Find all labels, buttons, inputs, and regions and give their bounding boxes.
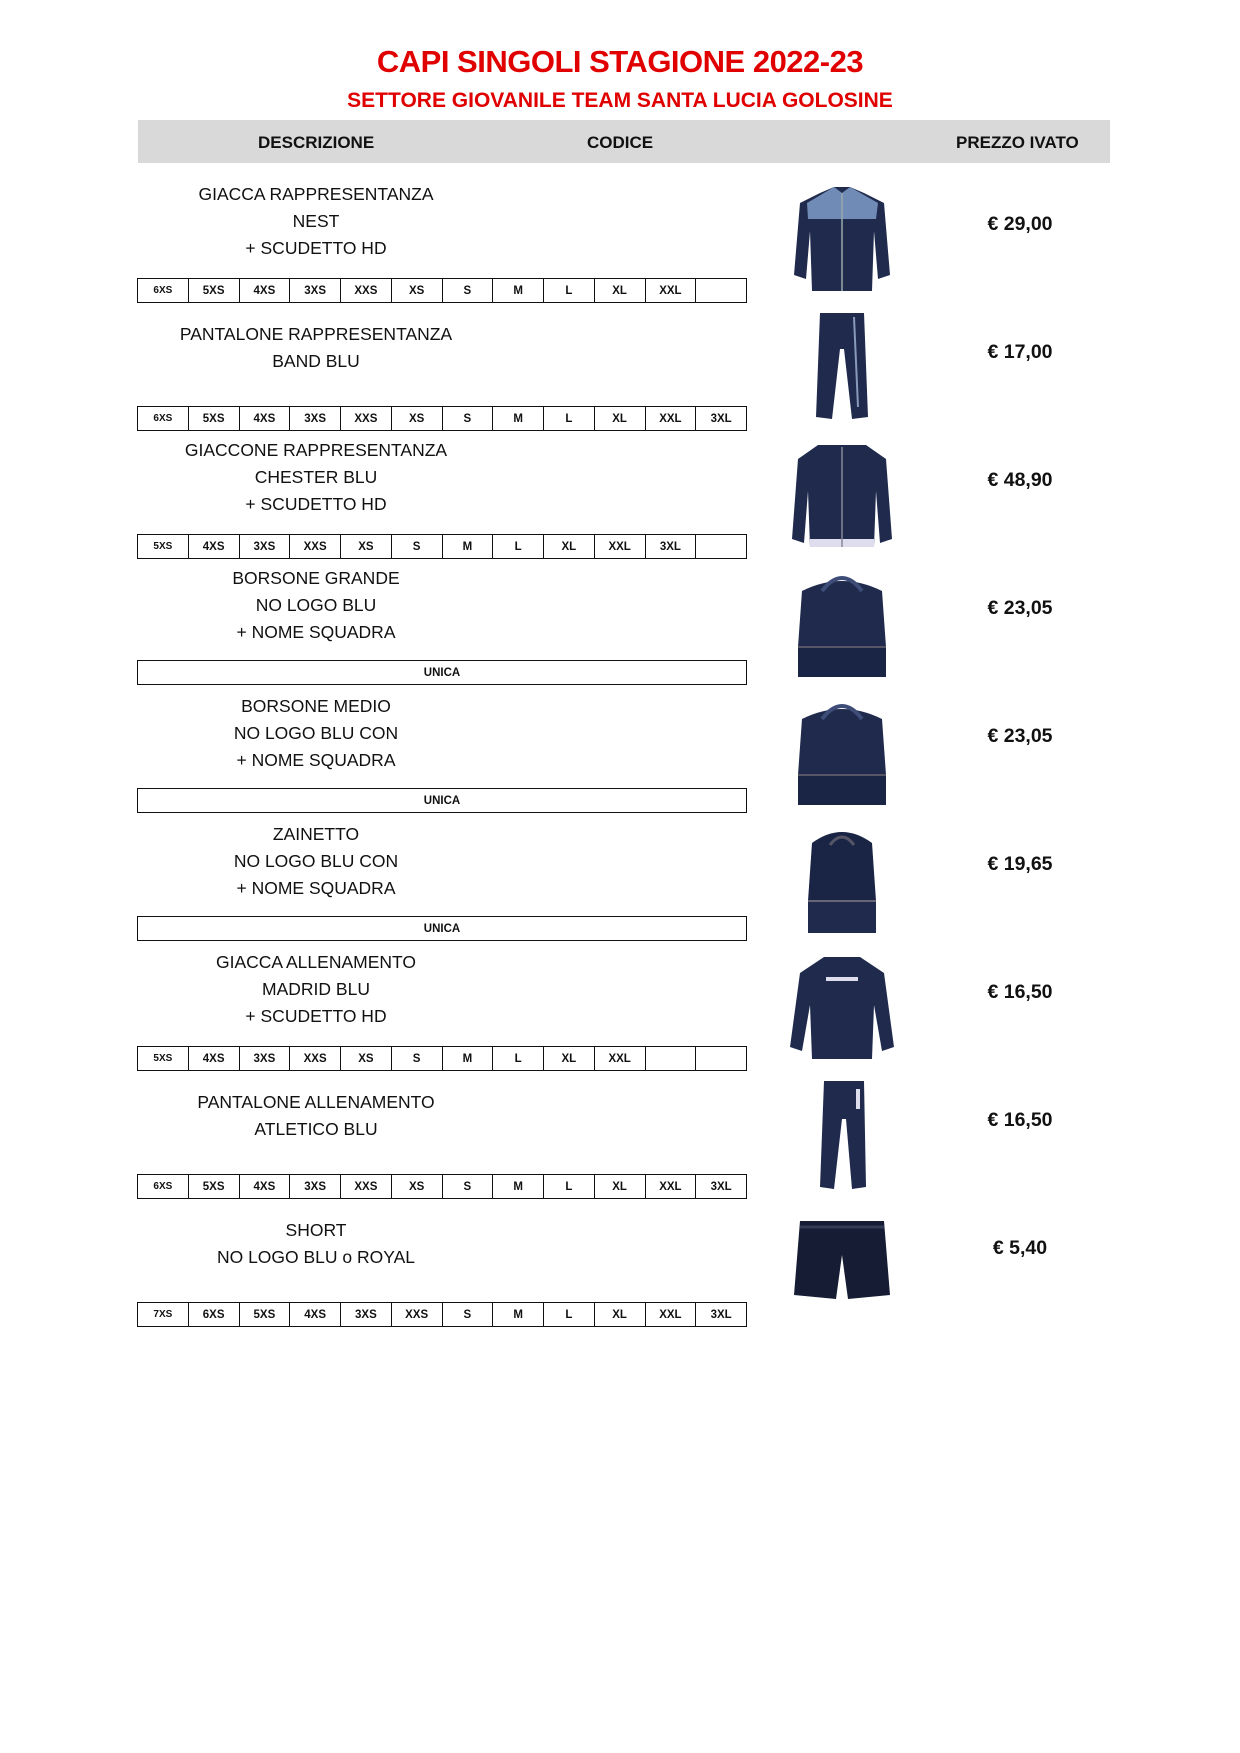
header-codice: CODICE [587,133,654,152]
description-line: NO LOGO BLU CON [233,851,399,871]
size-grid [137,1302,747,1327]
size-cell: 4XS [240,279,291,302]
size-grid [137,534,747,559]
size-cell: XL [595,1175,646,1198]
product-price: € 16,50 [987,981,1053,1003]
product-row [0,821,1240,965]
description-line: GIACCA ALLENAMENTO [215,952,417,972]
size-cell [696,535,746,558]
product-row [0,1205,1240,1349]
size-cell: L [493,535,544,558]
size-cell: 7XS [138,1303,189,1326]
description-line: + SCUDETTO HD [245,1006,387,1026]
trackpants-icon [772,1075,912,1199]
product-row [0,437,1240,581]
size-cell: XXL [646,279,697,302]
size-cell: XXS [392,1303,443,1326]
size-cell-unica: UNICA [137,788,747,813]
size-cell: L [544,1303,595,1326]
size-cell: M [443,535,494,558]
description-line: NO LOGO BLU [255,595,377,615]
description-line: PANTALONE ALLENAMENTO [197,1092,435,1112]
size-cell: M [493,407,544,430]
size-cell: XXS [341,279,392,302]
size-cell: S [392,1047,443,1070]
size-cell: XXL [646,1175,697,1198]
size-cell: 3XS [341,1303,392,1326]
description-line: BORSONE GRANDE [232,568,400,588]
size-cell: 6XS [138,1175,189,1198]
product-price: € 23,05 [987,725,1053,747]
description-line: NO LOGO BLU CON [233,723,399,743]
coat-icon [772,435,912,559]
product-description [136,437,496,518]
product-row [0,1077,1240,1221]
size-cell: XL [544,1047,595,1070]
size-cell: XL [595,407,646,430]
size-cell: 6XS [138,279,189,302]
size-cell: 3XL [710,1308,732,1321]
size-cell: 5XS [138,535,189,558]
size-cell: S [443,1175,494,1198]
pants-icon [772,307,912,431]
size-cell: XXL [646,1303,697,1326]
size-cell: S [443,279,494,302]
size-grid [137,278,747,303]
size-cell: S [392,535,443,558]
size-cell: L [544,407,595,430]
shorts-icon [772,1203,912,1327]
size-cell: 4XS [189,535,240,558]
size-cell-unica: UNICA [137,916,747,941]
backpack-icon [772,819,912,943]
description-line: BORSONE MEDIO [241,696,391,716]
product-row [0,949,1240,1093]
size-cell: XL [544,535,595,558]
size-cell: XXS [341,1175,392,1198]
size-cell: 6XS [138,407,189,430]
bag-icon [772,691,912,815]
size-cell: L [544,279,595,302]
description-line: + SCUDETTO HD [245,238,387,258]
size-cell: 3XS [290,407,341,430]
size-cell: S [443,1303,494,1326]
header-prezzo: PREZZO IVATO [956,133,1079,152]
size-cell: 3XL [710,412,732,425]
size-cell: S [443,407,494,430]
description-line: PANTALONE RAPPRESENTANZA [179,324,453,344]
description-line: ZAINETTO [272,824,360,844]
size-cell: L [493,1047,544,1070]
product-price: € 5,40 [992,1237,1048,1259]
header-descrizione: DESCRIZIONE [258,133,375,152]
description-line: NO LOGO BLU o ROYAL [216,1247,416,1267]
size-cell: XXS [290,1047,341,1070]
size-cell: XXL [595,1047,646,1070]
size-cell: 3XS [240,1047,291,1070]
product-price: € 19,65 [987,853,1053,875]
size-cell: 4XS [240,1175,291,1198]
size-cell [646,1047,697,1070]
size-cell: 3XS [240,535,291,558]
product-row [0,181,1240,325]
size-cell: 3XL [646,535,697,558]
size-cell-unica: UNICA [137,660,747,685]
product-description [136,321,496,375]
page-subtitle: SETTORE GIOVANILE TEAM SANTA LUCIA GOLOSINE [347,89,893,112]
size-cell: 3XL [710,1180,732,1193]
size-cell [696,1047,746,1070]
description-line: NEST [292,211,340,231]
size-grid [137,406,747,431]
size-cell: XS [341,535,392,558]
table-header [138,120,1110,163]
size-cell: 3XS [290,279,341,302]
product-row [0,565,1240,709]
size-cell: XS [392,1175,443,1198]
product-price: € 48,90 [987,469,1053,491]
product-description [136,1089,496,1143]
size-cell: 4XS [189,1047,240,1070]
size-cell [696,279,746,302]
description-line: GIACCONE RAPPRESENTANZA [184,440,448,460]
description-line: BAND BLU [272,351,360,371]
product-price: € 23,05 [987,597,1053,619]
size-cell: 5XS [189,1175,240,1198]
product-description [136,181,496,262]
size-grid [137,1046,747,1071]
size-cell: XL [595,279,646,302]
size-cell: 5XS [240,1303,291,1326]
description-line: CHESTER BLU [254,467,378,487]
size-cell: M [493,279,544,302]
description-line: + NOME SQUADRA [236,622,396,642]
size-grid [137,1174,747,1199]
page-title: CAPI SINGOLI STAGIONE 2022-23 [376,44,864,79]
product-description [136,1217,496,1271]
size-cell: XXL [595,535,646,558]
size-cell: 5XS [138,1047,189,1070]
size-cell: M [443,1047,494,1070]
size-cell: M [493,1175,544,1198]
size-cell: XS [392,279,443,302]
description-line: + NOME SQUADRA [236,750,396,770]
bag-icon [772,563,912,687]
description-line: MADRID BLU [262,979,370,999]
product-price: € 29,00 [987,213,1053,235]
size-cell: L [544,1175,595,1198]
description-line: + SCUDETTO HD [245,494,387,514]
size-cell: XS [341,1047,392,1070]
product-row [0,309,1240,453]
description-line: + NOME SQUADRA [236,878,396,898]
size-cell: 6XS [189,1303,240,1326]
size-cell: 3XS [290,1175,341,1198]
jacket-icon [772,179,912,303]
description-line: SHORT [285,1220,347,1240]
product-description [136,821,496,902]
size-cell: XS [392,407,443,430]
product-price: € 16,50 [987,1109,1053,1131]
product-description [136,565,496,646]
product-description [136,693,496,774]
product-row [0,693,1240,837]
size-cell: XXS [290,535,341,558]
size-cell: 5XS [189,407,240,430]
description-line: GIACCA RAPPRESENTANZA [198,184,434,204]
description-line: ATLETICO BLU [254,1119,378,1139]
size-cell: 5XS [189,279,240,302]
size-cell: M [493,1303,544,1326]
size-cell: XXS [341,407,392,430]
product-price: € 17,00 [987,341,1053,363]
product-description [136,949,496,1030]
sweatshirt-icon [772,947,912,1071]
size-cell: XXL [646,407,697,430]
size-cell: 4XS [240,407,291,430]
size-cell: 4XS [290,1303,341,1326]
size-cell: XL [595,1303,646,1326]
